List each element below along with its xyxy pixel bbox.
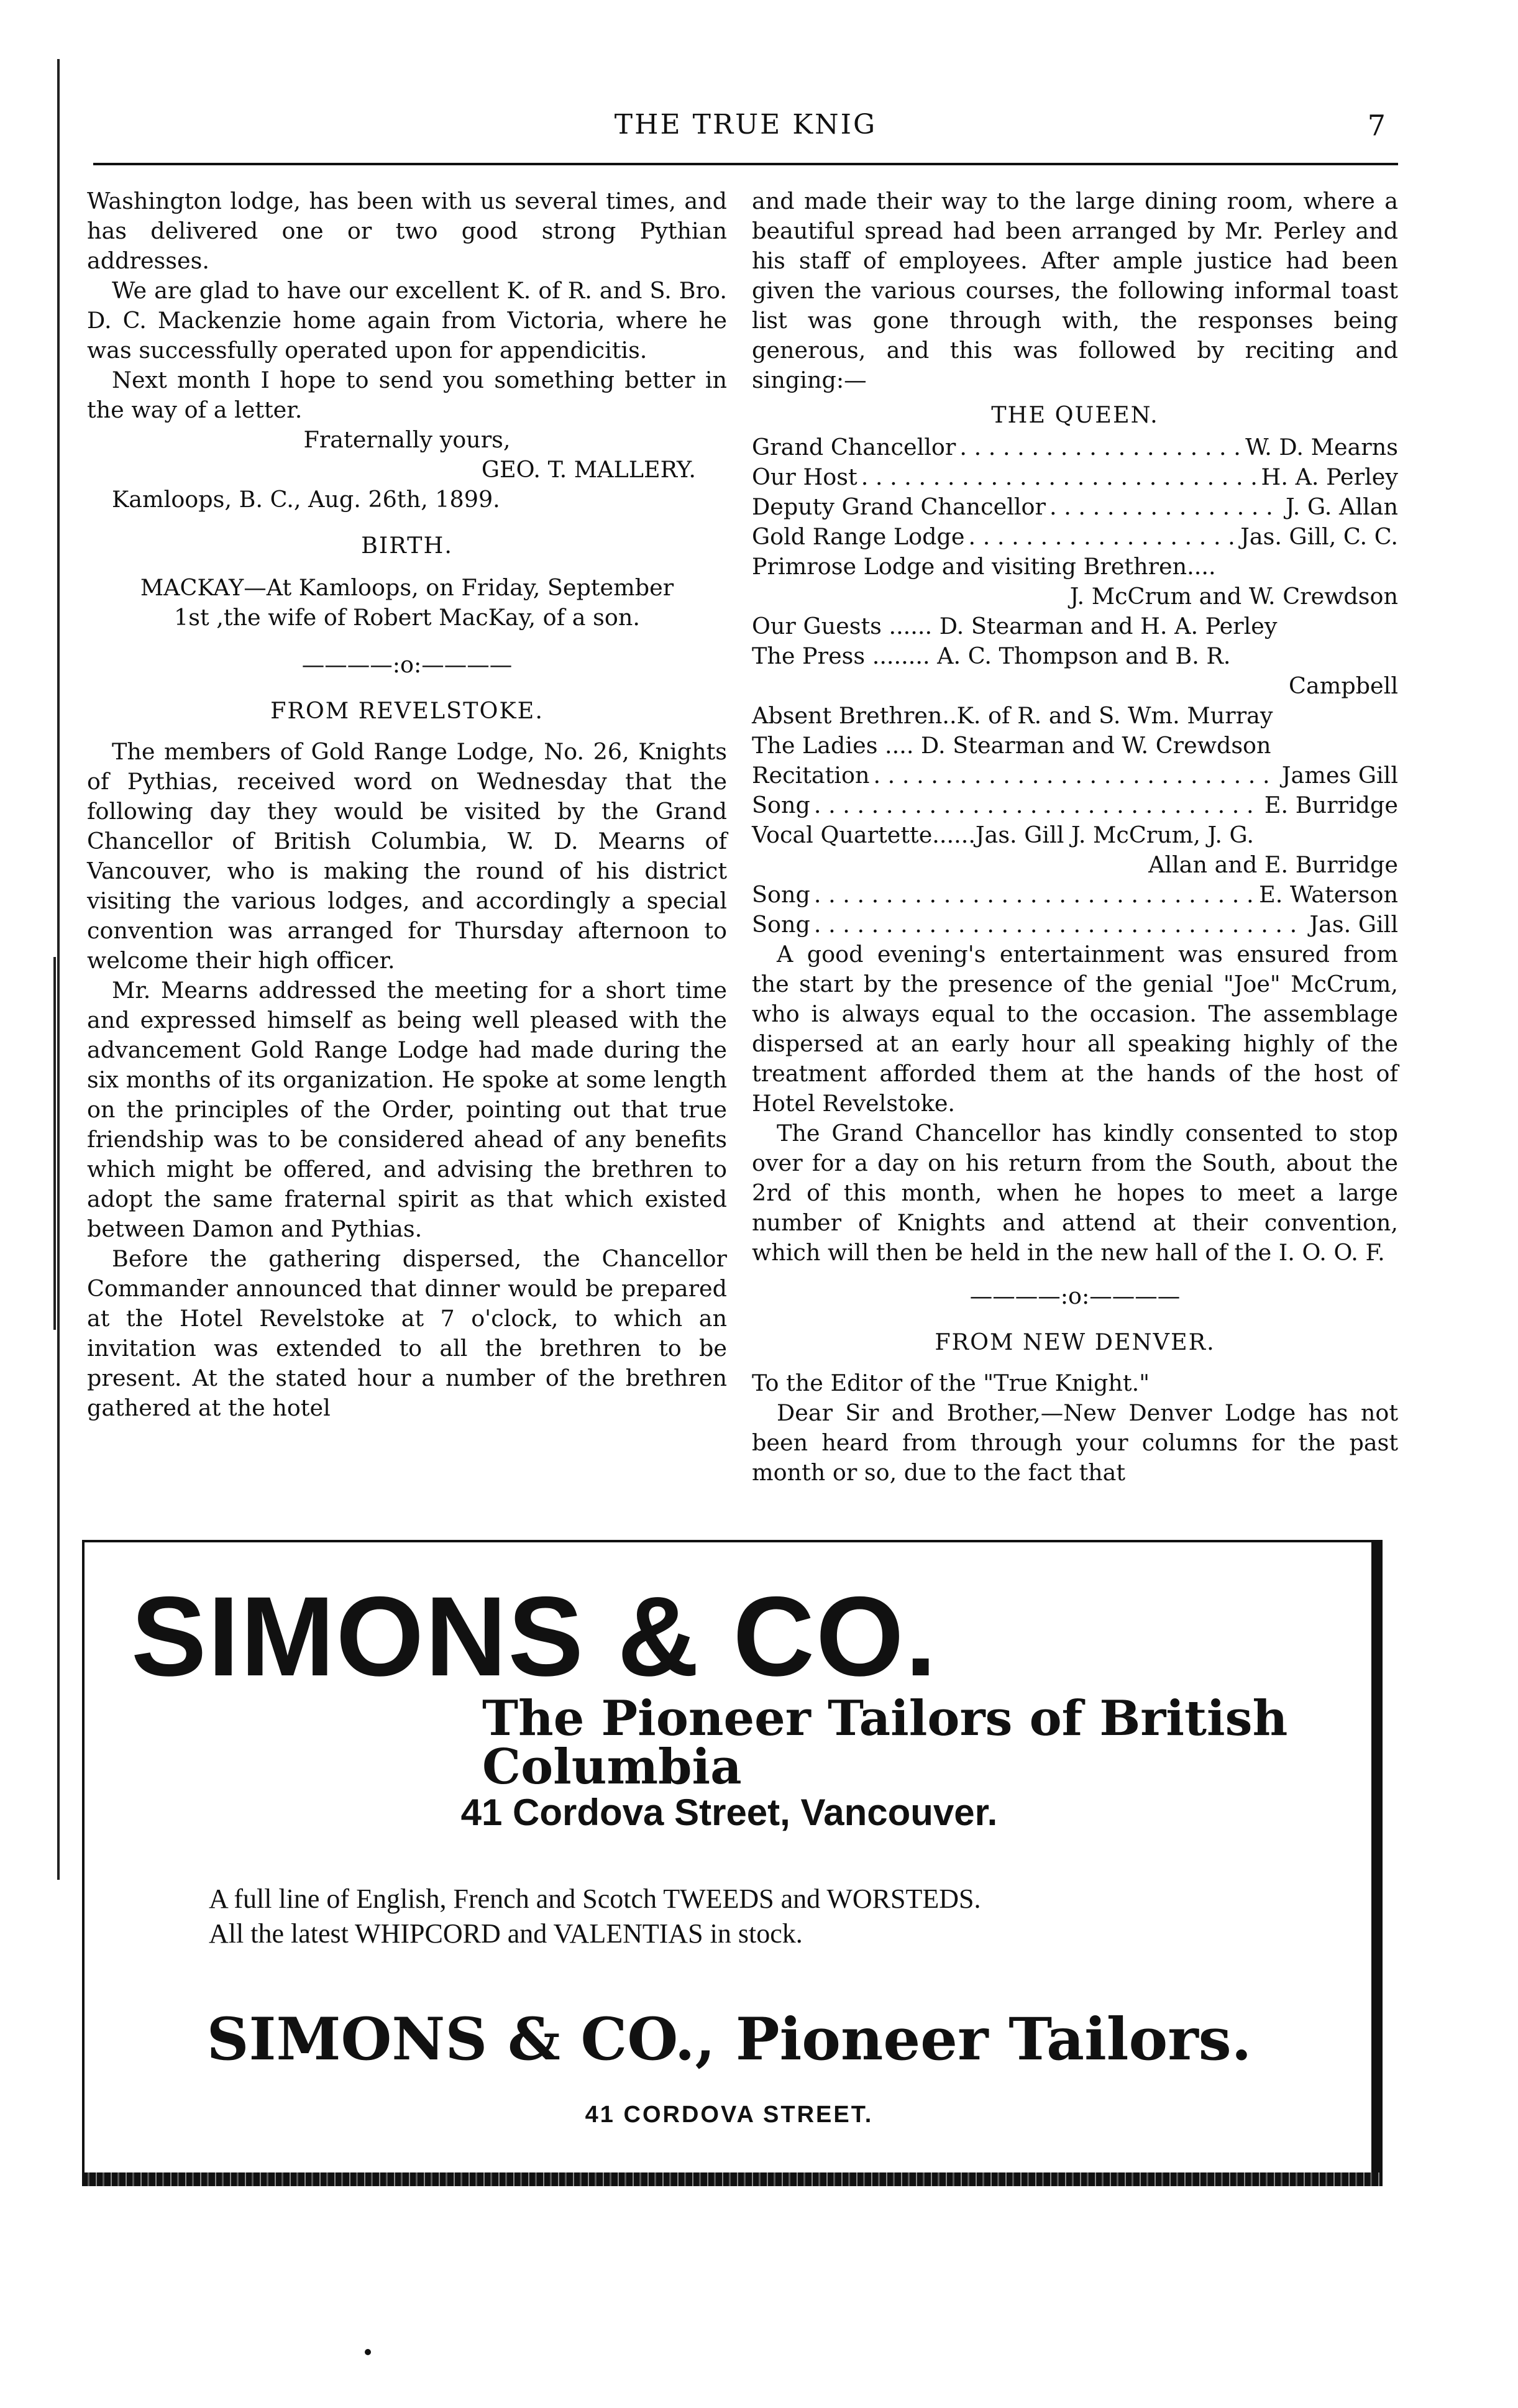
- program-name: Song: [752, 792, 810, 818]
- program-performer: E. Waterson: [1259, 881, 1398, 908]
- ad-border-shadow-bottom: [82, 2172, 1383, 2186]
- program-row: [752, 790, 1398, 820]
- toast-row: [752, 433, 1398, 462]
- left-column: [87, 186, 727, 1423]
- paragraph-washington: Washington lodge, has been with us several times, and has delivered one or two good strong Pythian addresses.: [87, 188, 727, 274]
- toast-row: [752, 492, 1398, 522]
- header-rule: [93, 163, 1398, 165]
- new-denver-heading: FROM NEW DENVER.: [935, 1329, 1215, 1355]
- toast-row: [752, 462, 1398, 492]
- toast-name: Our Host: [752, 464, 857, 490]
- section-separator: ————:o:————: [301, 651, 513, 678]
- toast-response: Jas. Gill, C. C.: [1240, 523, 1398, 550]
- section-separator: ————:o:————: [969, 1283, 1181, 1309]
- birth-heading: BIRTH.: [361, 532, 453, 559]
- toast-primrose: Primrose Lodge and visiting Brethren....: [752, 553, 1216, 580]
- toast-press: The Press ........ A. C. Thompson and B. R.: [752, 643, 1231, 669]
- page-number: 7: [1367, 109, 1386, 142]
- toast-response: J. G. Allan: [1285, 493, 1398, 520]
- program-performer: Jas. Gill: [1309, 911, 1398, 938]
- ad-slogan: The Pioneer Tailors of British Columbia: [482, 1690, 1288, 1795]
- letter-dateline: Kamloops, B. C., Aug. 26th, 1899.: [112, 486, 500, 513]
- ad-border-shadow-right: [1371, 1540, 1383, 2186]
- right-column: [752, 186, 1398, 1488]
- running-title: THE TRUE KNIG: [614, 109, 877, 140]
- paragraph-dining-room: and made their way to the large dining room, where a beautiful spread had been arranged by Mr. Perley and his staff of employees. After ample justice had been given the various courses, the following informal toast list was gone through with, the responses being generous, and this was followed by reciting and singing:—: [752, 188, 1398, 393]
- program-performer: E. Burridge: [1264, 792, 1398, 818]
- program-quartette: Vocal Quartette......Jas. Gill J. McCrum, J. G.: [752, 822, 1255, 848]
- ad-footer-title: SIMONS & CO., Pioneer Tailors.: [206, 2005, 1252, 2074]
- birth-notice: MACKAY—At Kamloops, on Friday, September 1st ,the wife of Robert MacKay, of a son.: [140, 574, 674, 631]
- paragraph-consented: The Grand Chancellor has kindly consented to stop over for a day on his return from the South, about the 2rd of this month, when he hopes to meet a large number of Knights and attend at their convention, which will then be held in the new hall of the I. O. O. F.: [752, 1120, 1398, 1266]
- to-editor-line: To the Editor of the "True Knight.": [752, 1370, 1150, 1396]
- simons-advertisement: [82, 1540, 1374, 2175]
- ink-dot: [365, 2349, 371, 2355]
- toast-primrose-response: J. McCrum and W. Crewdson: [1069, 583, 1398, 610]
- toast-press-response-cont: Campbell: [1289, 672, 1398, 699]
- toast-name: Gold Range Lodge: [752, 523, 965, 550]
- paragraph-dear-sir: Dear Sir and Brother,—New Denver Lodge has not been heard from through your columns for the past month or so, due to the fact that: [752, 1399, 1398, 1486]
- ad-stock-line: A full line of English, French and Scotch TWEEDS and WORSTEDS.: [209, 1884, 981, 1914]
- toast-ladies: The Ladies .... D. Stearman and W. Crewdson: [752, 732, 1271, 759]
- program-quartette-cont: Allan and E. Burridge: [1148, 851, 1398, 878]
- toast-row: [752, 522, 1398, 552]
- page-header: [93, 109, 1398, 165]
- ad-address: 41 Cordova Street, Vancouver.: [460, 1792, 998, 1833]
- letter-closing: Fraternally yours,: [303, 426, 511, 453]
- toast-response: H. A. Perley: [1261, 464, 1398, 490]
- revelstoke-heading: FROM REVELSTOKE.: [270, 697, 544, 724]
- toast-name: Grand Chancellor: [752, 434, 956, 460]
- paragraph-next-month: Next month I hope to send you something better in the way of a letter.: [87, 367, 727, 423]
- paragraph-members: The members of Gold Range Lodge, No. 26, Knights of Pythias, received word on Wednesday that the following day they would be visited by the Grand Chancellor of British Columbia, W. D. Mearns of Vancouver, who is making the round of his district visiting the various lodges, and accordingly a special convention was arranged for Thursday afternoon to welcome their high officer.: [87, 738, 727, 974]
- paragraph-before-dispersed: Before the gathering dispersed, the Chancellor Commander announced that dinner would be prepared at the Hotel Revelstoke at 7 o'clock, to which an invitation was extended to all the brethren to be present. At the stated hour a number of the brethren gathered at the hotel: [87, 1245, 727, 1421]
- toast-absent: Absent Brethren..K. of R. and S. Wm. Murray: [752, 702, 1273, 729]
- toast-response: W. D. Mearns: [1245, 434, 1398, 460]
- program-row: [752, 880, 1398, 910]
- program-name: Recitation: [752, 762, 870, 789]
- binding-edge-line-lower: [53, 957, 56, 1330]
- paragraph-good-evening: A good evening's entertainment was ensured from the start by the presence of the genial "Joe" McCrum, who is always equal to the occasion. The assemblage dispersed at an early hour all speaking highly of the treatment afforded them at the hands of the host of Hotel Revelstoke.: [752, 941, 1398, 1117]
- program-row: [752, 761, 1398, 790]
- toast-name: Deputy Grand Chancellor: [752, 493, 1046, 520]
- toast-guests: Our Guests ...... D. Stearman and H. A. Perley: [752, 613, 1278, 639]
- letter-signature: GEO. T. MALLERY.: [481, 456, 696, 483]
- binding-edge-line: [57, 59, 60, 1880]
- ad-title: SIMONS & CO.: [131, 1573, 938, 1700]
- program-row: [752, 910, 1398, 940]
- program-performer: James Gill: [1281, 762, 1398, 789]
- toast-heading: THE QUEEN.: [991, 401, 1159, 428]
- program-name: Song: [752, 911, 810, 938]
- program-name: Song: [752, 881, 810, 908]
- paragraph-mearns-address: Mr. Mearns addressed the meeting for a short time and expressed himself as being well pleased with the advancement Gold Range Lodge had made during the six months of its organization. He spoke at some length on the principles of the Order, pointing out that true friendship was to be considered ahead of any benefits which might be offered, and advising the brethren to adopt the same fraternal spirit as that which existed between Damon and Pythias.: [87, 977, 728, 1242]
- ad-stock-line: All the latest WHIPCORD and VALENTIAS in stock.: [209, 1918, 803, 1949]
- paragraph-welcome-mackenzie: We are glad to have our excellent K. of R. and S. Bro. D. C. Mackenzie home again from Victoria, where he was successfully operated upon for appendicitis.: [87, 277, 727, 364]
- ad-footer-address: 41 CORDOVA STREET.: [585, 2102, 874, 2128]
